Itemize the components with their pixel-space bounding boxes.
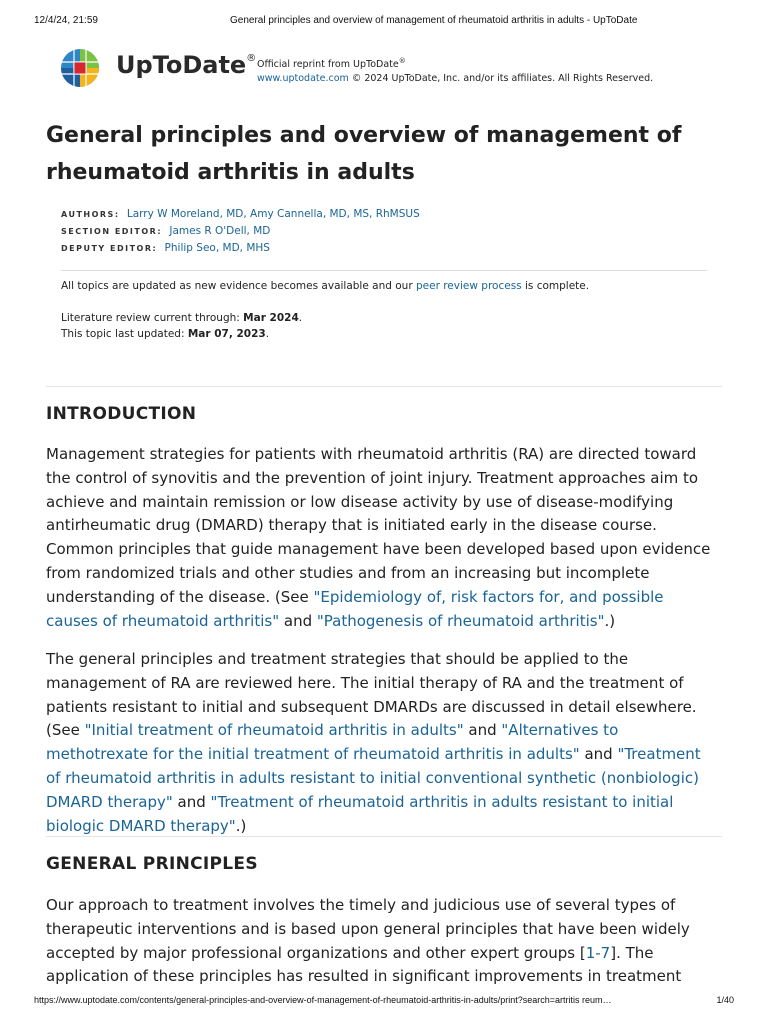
- reg-mark: ®: [398, 57, 406, 65]
- print-datetime: 12/4/24, 21:59: [34, 15, 98, 26]
- deputy-editor-row: [61, 240, 420, 257]
- reprint-line: Official reprint from UpToDate: [257, 59, 399, 71]
- introduction-paragraph-2: The general principles and treatment strategies that should be applied to the management of RA are reviewed here. The initial therapy of RA and the treatment of patients resistant to initial and subsequent DMARDs are discussed in detail elsewhere. (See "Initial treatment of rheumatoid arthritis in adults" and "Alternatives to methotrexate for the initial treatment of rheumatoid arthritis in adults" and "Treatment of rheumatoid arthritis in adults resistant to initial conventional synthetic (nonbiologic) DMARD therapy" and "Treatment of rheumatoid arthritis in adults resistant to initial biologic DMARD therapy".): [46, 650, 701, 835]
- pathogenesis-link[interactable]: "Pathogenesis of rheumatoid arthritis": [316, 611, 605, 630]
- print-url: https://www.uptodate.com/contents/general-principles-and-overview-of-management-of-rheumatoid-arthritis-in-adults/print?search=artritis reum…: [34, 995, 612, 1005]
- last-updated-date: Mar 07, 2023: [187, 328, 266, 340]
- section-divider: [46, 386, 722, 387]
- peer-review-link[interactable]: peer review process: [415, 280, 522, 292]
- last-updated-line: This topic last updated: Mar 07, 2023.: [61, 328, 270, 340]
- brand-wordmark: UpToDate®: [116, 51, 257, 79]
- general-principles-heading: GENERAL PRINCIPLES: [46, 854, 258, 874]
- section-editor-row: [61, 223, 420, 240]
- copyright-text: © 2024 UpToDate, Inc. and/or its affiliates. All Rights Reserved.: [351, 73, 654, 85]
- general-principles-paragraph: Our approach to treatment involves the timely and judicious use of several types of therapeutic interventions and is based upon general principles that have been widely accepted by major professional organizations and other expert groups [1-7]. The application of these principles has resulted in significant improvements in treatment: [46, 896, 690, 986]
- site-link[interactable]: www.uptodate.com: [257, 73, 349, 85]
- introduction-paragraph-1: Management strategies for patients with rheumatoid arthritis (RA) are directed toward the control of synovitis and the prevention of joint injury. Treatment approaches aim to achieve and maintain remission or low disease activity by use of disease-modifying antirheumatic drug (DMARD) therapy that is initiated early in the disease course. Common principles that guide management have been developed based upon evidence from randomized trials and other studies and from an increasing but incomplete understanding of the disease. (See "Epidemiology of, risk factors for, and possible causes of rheumatoid arthritis" and "Pathogenesis of rheumatoid arthritis".): [46, 445, 711, 630]
- section-editor-label: SECTION EDITOR:: [61, 227, 163, 236]
- authors-row: [61, 206, 420, 223]
- lit-review-date: Mar 2024: [243, 312, 299, 324]
- review-dates: [61, 310, 302, 342]
- section-editor-link[interactable]: James R O'Dell, MD: [169, 225, 271, 237]
- lit-review-line: Literature review current through: Mar 2024.: [61, 312, 303, 324]
- introduction-heading: INTRODUCTION: [46, 404, 197, 424]
- initial-treatment-link[interactable]: "Initial treatment of rheumatoid arthritis in adults": [84, 721, 464, 740]
- epidemiology-link[interactable]: "Epidemiology of, risk factors for, and possible causes of rheumatoid arthritis": [46, 587, 664, 630]
- update-note: All topics are updated as new evidence becomes available and our peer review process is complete.: [61, 280, 590, 292]
- methotrexate-alternatives-link[interactable]: "Alternatives to methotrexate for the initial treatment of rheumatoid arthritis in adults": [46, 721, 619, 764]
- reprint-notice: [257, 54, 653, 86]
- section-divider: [46, 836, 722, 837]
- print-page-title: General principles and overview of management of rheumatoid arthritis in adults - UpToDate: [230, 15, 638, 26]
- page-number: 1/40: [716, 995, 734, 1005]
- csdmard-resistant-link[interactable]: "Treatment of rheumatoid arthritis in adults resistant to initial conventional synthetic (nonbiologic) DMARD therapy": [46, 745, 701, 811]
- uptodate-logo-icon: [60, 48, 100, 88]
- meta-divider: [61, 270, 707, 271]
- biologic-resistant-link[interactable]: "Treatment of rheumatoid arthritis in adults resistant to initial biologic DMARD therapy": [46, 792, 674, 835]
- deputy-editor-label: DEPUTY EDITOR:: [61, 244, 158, 253]
- authors-link[interactable]: Larry W Moreland, MD, Amy Cannella, MD, MS, RhMSUS: [126, 208, 420, 220]
- author-block: [61, 206, 420, 257]
- reference-link[interactable]: 1-7: [585, 943, 611, 962]
- article-title: General principles and overview of management of rheumatoid arthritis in adults: [46, 123, 682, 185]
- authors-label: AUTHORS:: [61, 210, 120, 219]
- deputy-editor-link[interactable]: Philip Seo, MD, MHS: [164, 242, 270, 254]
